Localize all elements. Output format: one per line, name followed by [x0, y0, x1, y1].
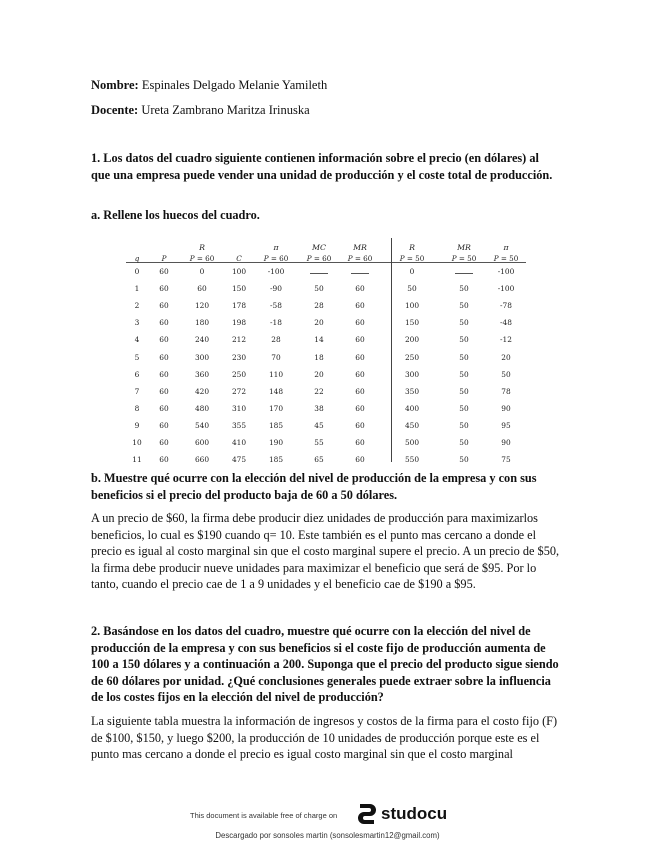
- docente-value: Ureta Zambrano Maritza Irinuska: [141, 103, 310, 117]
- table-cell: 150: [404, 318, 420, 328]
- table-row: [126, 434, 528, 451]
- table-cell: 45: [314, 420, 324, 430]
- table-cell: 20: [314, 369, 324, 379]
- table-cell: 198: [231, 318, 247, 328]
- docente-label: Docente:: [91, 103, 139, 117]
- table-cell: 185: [268, 455, 284, 465]
- table-cell: 272: [231, 386, 247, 396]
- table-cell: 14: [314, 335, 324, 345]
- table-cell: 6: [134, 369, 140, 379]
- table-cell: 300: [194, 352, 210, 362]
- table-cell: -78: [500, 301, 512, 311]
- table-cell: 148: [268, 386, 284, 396]
- table-cell: 110: [268, 369, 284, 379]
- table-cell: 350: [404, 386, 420, 396]
- table-cell: 55: [314, 437, 324, 447]
- table-cell: 60: [355, 455, 365, 465]
- table-cell: 50: [459, 403, 469, 413]
- header-cell: MC: [312, 243, 326, 252]
- header-cell: R: [199, 243, 205, 252]
- table-cell: 240: [194, 335, 210, 345]
- table-cell: 20: [314, 318, 324, 328]
- question-2-title: 2. Basándose en los datos del cuadro, muestre qué ocurre con la elección del nivel de producción de la empresa y con sus beneficios si el coste fijo de producción aumenta de 100 a 150 dólares y a continuación a 200. Suponga que el precio del producto sigue siendo de 60 dólares por unidad. ¿Qué conclusiones generales puede extraer sobre la influencia de los costes fijos en la elección del nivel de producción?: [91, 624, 559, 705]
- nombre-label: Nombre:: [91, 78, 139, 92]
- table-cell: 212: [231, 335, 247, 345]
- table-cell: -100: [267, 267, 285, 277]
- table-cell: 480: [194, 403, 210, 413]
- table-cell: 50: [459, 352, 469, 362]
- table-cell: -100: [497, 284, 515, 294]
- blank-line: [455, 267, 473, 274]
- header-cell: P: [161, 254, 167, 263]
- table-row: [126, 451, 528, 468]
- table-cell: 22: [314, 386, 324, 396]
- table-row: [126, 280, 528, 297]
- table-cell: 50: [407, 284, 417, 294]
- table-cell: 60: [355, 284, 365, 294]
- header-cell: P = 60: [263, 254, 289, 263]
- header-cell: MR: [457, 243, 471, 252]
- table-cell: 5: [134, 352, 140, 362]
- table-cell: 50: [459, 284, 469, 294]
- question-1b: b. Muestre qué ocurre con la elección del nivel de producción de la empresa y con sus beneficios si el precio del producto baja de 60 a 50 dólares.: [91, 471, 537, 502]
- table-cell: 60: [355, 386, 365, 396]
- table-cell: 60: [355, 369, 365, 379]
- table-cell: [340, 263, 380, 280]
- table-cell: 10: [132, 437, 142, 447]
- header-cell: q: [134, 254, 140, 263]
- table-cell: 230: [231, 352, 247, 362]
- header-cell: P = 60: [347, 254, 373, 263]
- student-name-line: [91, 78, 327, 93]
- table-row: [126, 314, 528, 331]
- table-cell: 0: [409, 267, 415, 277]
- table-cell: 420: [194, 386, 210, 396]
- table-row: [126, 400, 528, 417]
- header-cell: [148, 242, 180, 252]
- table-cell: 38: [314, 403, 324, 413]
- header-cell: P = 60: [306, 254, 332, 263]
- answer-2: La siguiente tabla muestra la información de ingresos y costos de la firma para el costo fijo (F) de $100, $150, y luego $200, la producción de 10 unidades de producción porque este es el punto mas cercano a donde el precio es igual costo marginal sin que el costo marginal: [91, 714, 558, 762]
- table-cell: 0: [134, 267, 140, 277]
- teacher-name-line: [91, 103, 310, 118]
- table-cell: 500: [404, 437, 420, 447]
- table-cell: 60: [159, 455, 169, 465]
- table-cell: 65: [314, 455, 324, 465]
- table-cell: 28: [271, 335, 281, 345]
- table-cell: 400: [404, 403, 420, 413]
- question-1a: a. Rellene los huecos del cuadro.: [91, 208, 260, 222]
- table-cell: 60: [355, 335, 365, 345]
- table-cell: 200: [404, 335, 420, 345]
- table-cell: 60: [159, 301, 169, 311]
- table-row: [126, 263, 528, 280]
- table-cell: -48: [500, 318, 512, 328]
- table-header-row-2: [126, 252, 528, 263]
- table-cell: 180: [194, 318, 210, 328]
- table-header-row-1: [126, 242, 528, 252]
- studocu-logo-icon: [356, 802, 378, 826]
- table-cell: 60: [159, 267, 169, 277]
- table-cell: 550: [404, 455, 420, 465]
- table-cell: 60: [355, 403, 365, 413]
- table-cell: 475: [231, 455, 247, 465]
- table-cell: 20: [501, 352, 511, 362]
- table-cell: 60: [355, 301, 365, 311]
- studocu-brand[interactable]: [356, 802, 447, 826]
- footer-available-text: This document is available free of charge on: [190, 811, 338, 820]
- table-cell: 60: [159, 420, 169, 430]
- table-cell: 120: [194, 301, 210, 311]
- table-cell: 450: [404, 420, 420, 430]
- table-cell: 60: [159, 352, 169, 362]
- table-cell: -100: [497, 267, 515, 277]
- header-cell: [224, 242, 254, 252]
- table-cell: 2: [134, 301, 140, 311]
- table-cell: 410: [231, 437, 247, 447]
- table-cell: 0: [199, 267, 205, 277]
- table-cell: 60: [355, 420, 365, 430]
- table-cell: -12: [500, 335, 512, 345]
- table-cell: 250: [404, 352, 420, 362]
- table-cell: 50: [459, 386, 469, 396]
- table-cell: 50: [459, 420, 469, 430]
- table-row: [126, 417, 528, 434]
- table-cell: 50: [314, 284, 324, 294]
- table-cell: -90: [270, 284, 282, 294]
- footer-downloaded-by: Descargado por sonsoles martin (sonsolesmartin12@gmail.com): [215, 831, 440, 840]
- table-cell: [444, 263, 484, 280]
- table-cell: 60: [159, 318, 169, 328]
- table-cell: 3: [134, 318, 140, 328]
- table-cell: 60: [197, 284, 207, 294]
- table-cell: 50: [459, 301, 469, 311]
- table-cell: 50: [459, 455, 469, 465]
- header-cell: P = 60: [189, 254, 215, 263]
- table-cell: 60: [159, 386, 169, 396]
- table-cell: 310: [231, 403, 247, 413]
- table-cell: 60: [355, 352, 365, 362]
- blank-line: [351, 267, 369, 274]
- table-cell: 4: [134, 335, 140, 345]
- table-cell: [298, 263, 340, 280]
- table-cell: 100: [404, 301, 420, 311]
- table-cell: 60: [159, 437, 169, 447]
- table-cell: 11: [132, 455, 142, 465]
- header-cell: π: [503, 243, 509, 252]
- table-cell: 60: [355, 318, 365, 328]
- header-cell: MR: [353, 243, 367, 252]
- table-cell: 50: [501, 369, 511, 379]
- table-cell: 150: [231, 284, 247, 294]
- table-cell: 60: [159, 403, 169, 413]
- table-cell: 28: [314, 301, 324, 311]
- table-cell: 9: [134, 420, 140, 430]
- table-cell: 90: [501, 437, 511, 447]
- table-cell: 178: [231, 301, 247, 311]
- table-cell: 100: [231, 267, 247, 277]
- answer-1b: A un precio de $60, la firma debe producir diez unidades de producción para maximizarlos beneficios, lo cual es $190 cuando q= 10. Este también es el punto mas cercano a donde el precio es igual al costo marginal sin que el costo marginal supere el precio. A un precio de $50, la firma debe producir nueve unidades para maximizar el beneficio que será de $95. Por lo tanto, cuando el precio cae de 1 a 9 unidades y el beneficio cae de $190 a $95.: [91, 511, 560, 592]
- table-cell: 250: [231, 369, 247, 379]
- blank-line: [310, 267, 328, 274]
- table-cell: 95: [501, 420, 511, 430]
- table-cell: 600: [194, 437, 210, 447]
- header-cell: R: [409, 243, 415, 252]
- table-cell: 70: [271, 352, 281, 362]
- table-cell: 300: [404, 369, 420, 379]
- table-cell: 185: [268, 420, 284, 430]
- data-table: [126, 242, 528, 468]
- table-row: [126, 331, 528, 348]
- table-cell: 78: [501, 386, 511, 396]
- table-cell: 360: [194, 369, 210, 379]
- header-cell: P = 50: [399, 254, 425, 263]
- table-cell: 60: [159, 284, 169, 294]
- table-cell: -58: [270, 301, 282, 311]
- table-cell: 170: [268, 403, 284, 413]
- table-cell: 8: [134, 403, 140, 413]
- header-cell: [126, 242, 148, 252]
- header-cell: P = 50: [451, 254, 477, 263]
- studocu-wordmark: studocu: [381, 804, 448, 823]
- table-row: [126, 383, 528, 400]
- table-row: [126, 297, 528, 314]
- table-cell: 50: [459, 335, 469, 345]
- table-row: [126, 366, 528, 383]
- header-cell: P = 50: [493, 254, 519, 263]
- table-cell: 1: [134, 284, 140, 294]
- table-cell: 60: [159, 335, 169, 345]
- table-cell: 660: [194, 455, 210, 465]
- question-1-title: 1. Los datos del cuadro siguiente contienen información sobre el precio (en dólares) al que una empresa puede vender una unidad de producción y el coste total de producción.: [91, 151, 553, 182]
- nombre-value: Espinales Delgado Melanie Yamileth: [141, 78, 328, 92]
- table-cell: 540: [194, 420, 210, 430]
- table-cell: 60: [159, 369, 169, 379]
- table-cell: 50: [459, 369, 469, 379]
- table-cell: 50: [459, 318, 469, 328]
- table-cell: 90: [501, 403, 511, 413]
- table-cell: 190: [268, 437, 284, 447]
- table-cell: 18: [314, 352, 324, 362]
- table-body: [126, 263, 528, 468]
- table-cell: 355: [231, 420, 247, 430]
- table-cell: 7: [134, 386, 140, 396]
- table-cell: 75: [501, 455, 511, 465]
- table-row: [126, 348, 528, 365]
- header-cell: π: [273, 243, 279, 252]
- table-cell: 60: [355, 437, 365, 447]
- header-cell: C: [236, 254, 242, 263]
- table-cell: 50: [459, 437, 469, 447]
- table-cell: -18: [270, 318, 282, 328]
